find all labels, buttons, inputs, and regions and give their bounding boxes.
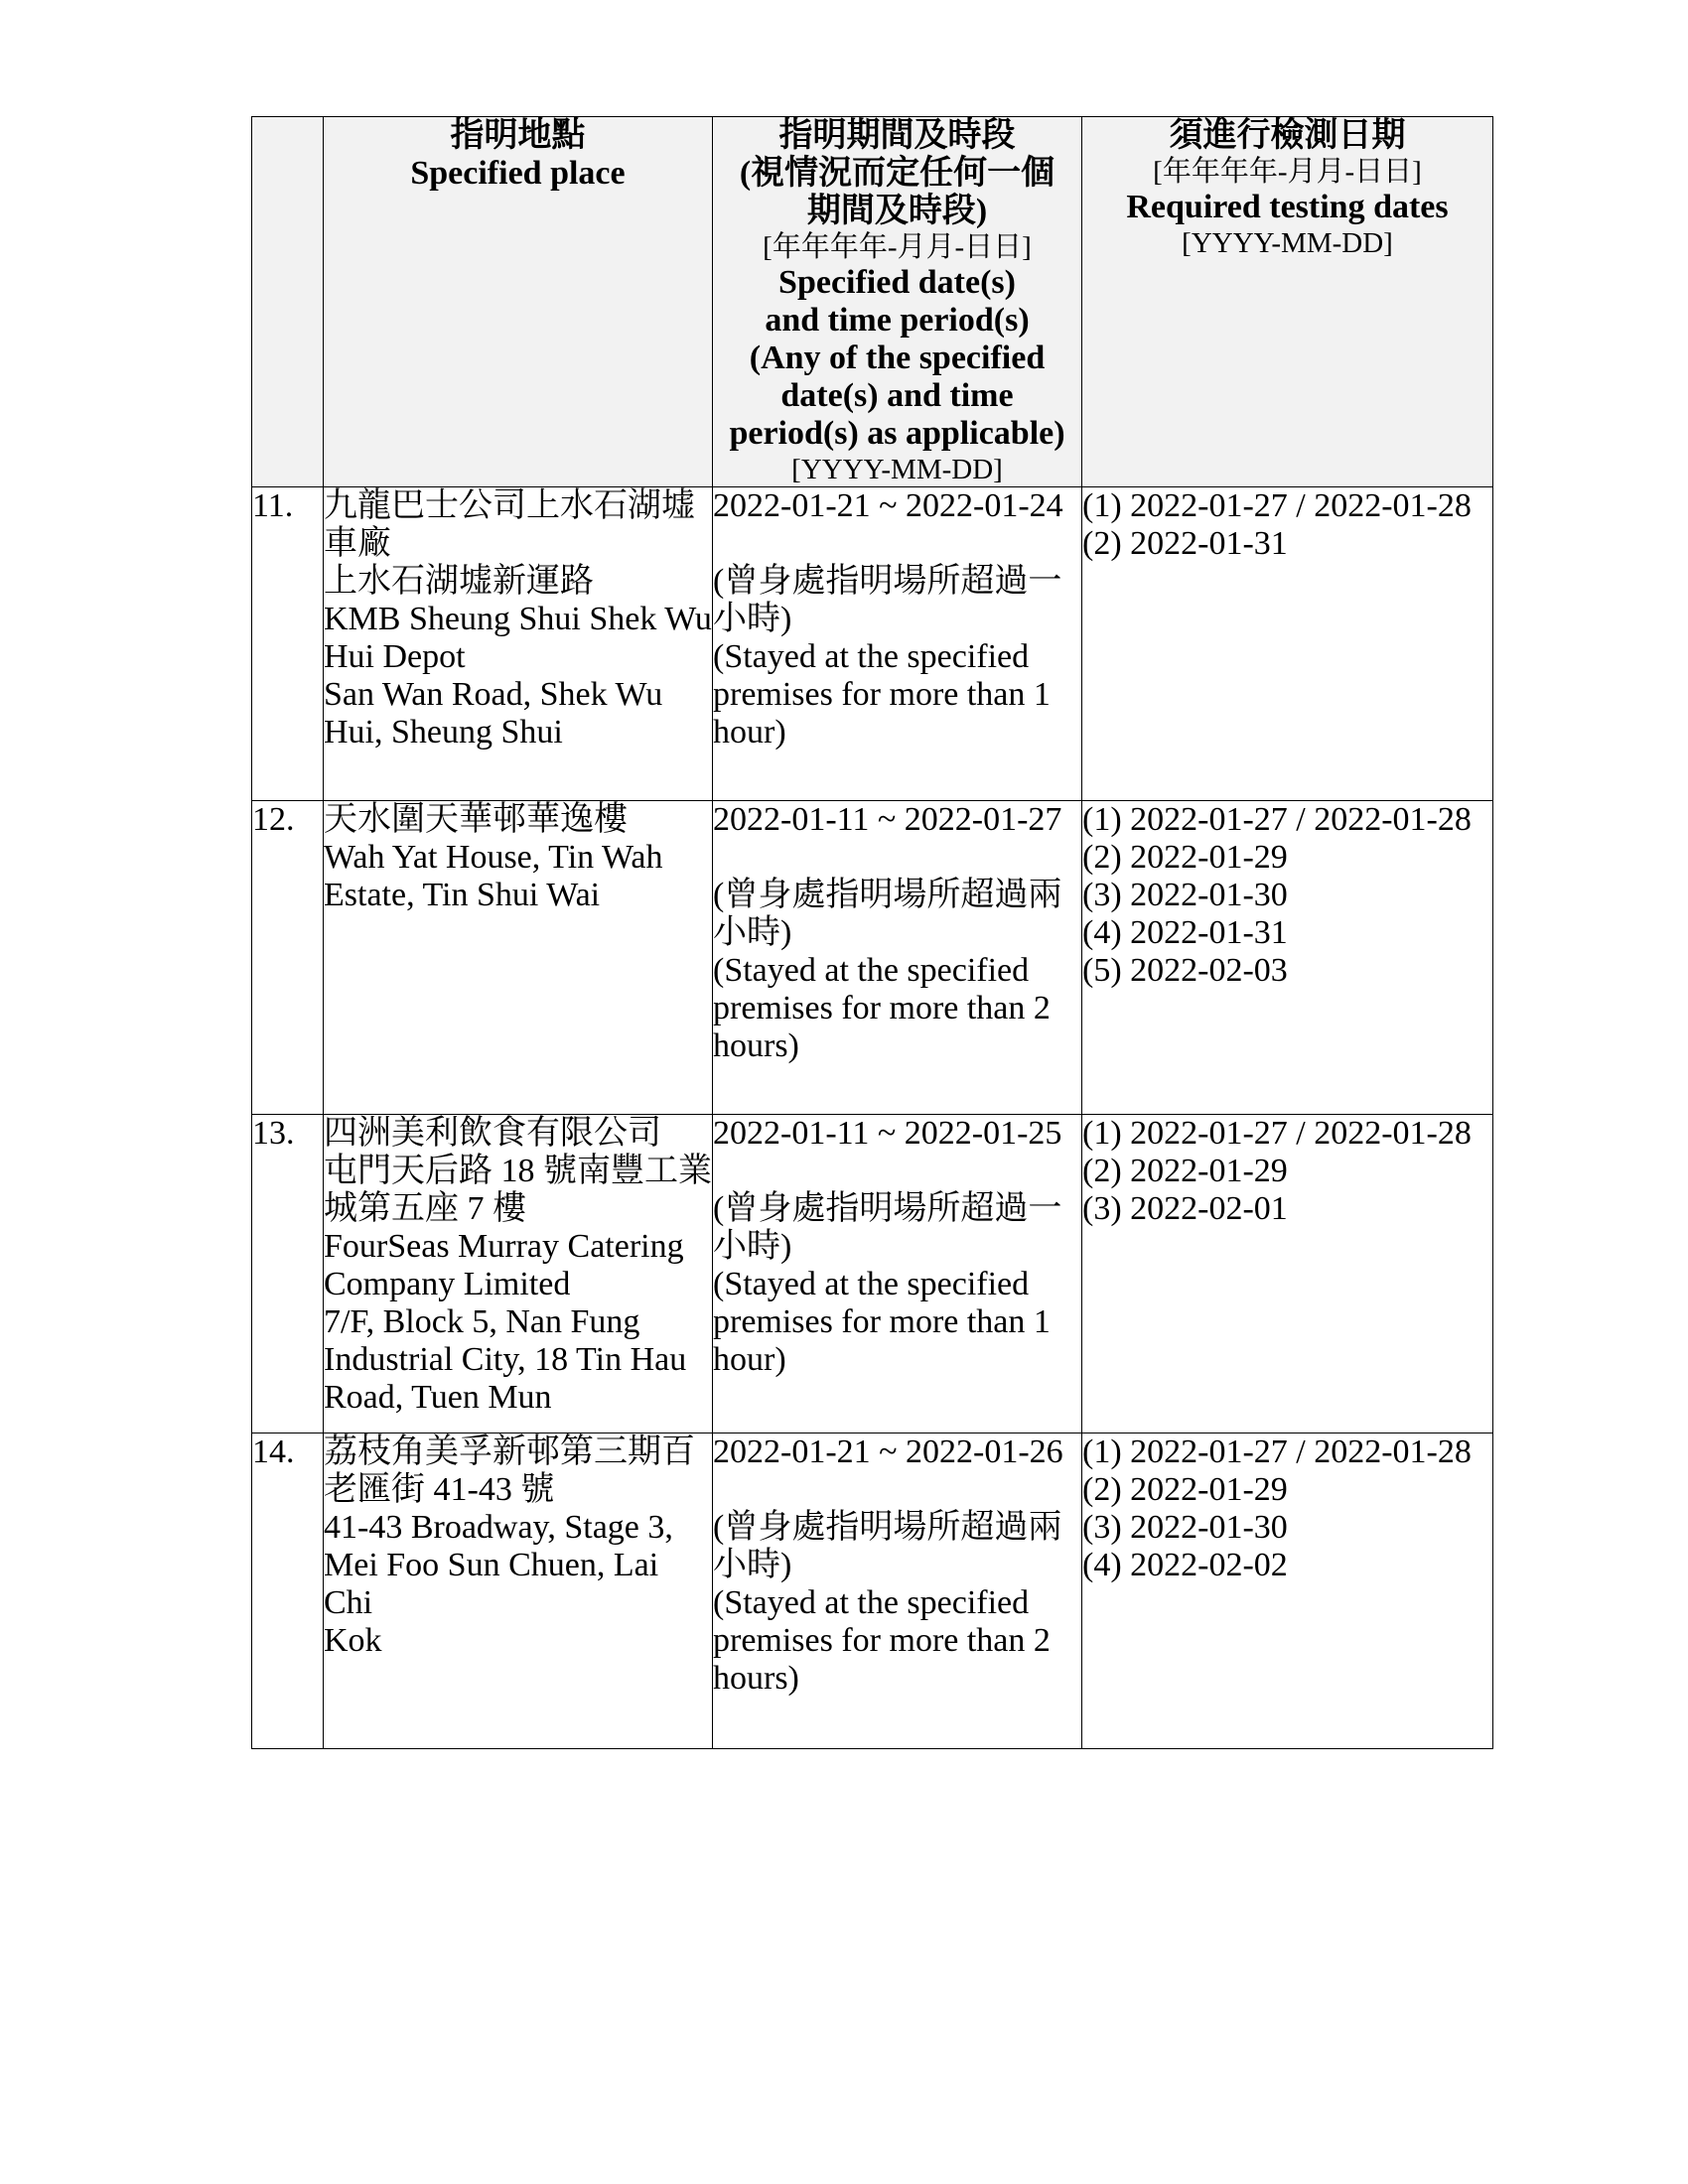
period-cell [713,1115,1082,1433]
period-range: 2022-01-11 ~ 2022-01-27 [713,801,1062,838]
testing-date: (1) 2022-01-27 / 2022-01-28 [1082,1115,1472,1152]
table-row [252,1115,1493,1433]
table-row [252,487,1493,801]
testing-date: (3) 2022-01-30 [1082,877,1288,913]
stay-en-line: hour) [713,1341,786,1378]
dates-cell [1082,801,1493,1115]
row-number: 14. [252,1433,324,1749]
place-cell [324,1115,713,1433]
testing-date: (4) 2022-02-02 [1082,1547,1288,1583]
period-range: 2022-01-21 ~ 2022-01-24 [713,487,1063,524]
stay-zh-line: 小時) [713,601,792,637]
specified-places-table [251,116,1493,1749]
place-zh-line: 天水圍天華邨華逸樓 [324,801,628,838]
place-en-line: San Wan Road, Shek Wu [324,676,663,713]
header-period-en-2: and time period(s) [765,302,1030,339]
place-en-line: Company Limited [324,1266,571,1302]
stay-en-line: (Stayed at the specified [713,638,1030,675]
place-zh-line: 上水石湖墟新運路 [324,563,594,600]
place-en-line: Road, Tuen Mun [324,1379,552,1416]
header-period-format-zh: [年年年年-月月-日日] [763,231,1032,263]
header-dates-en: Required testing dates [1126,189,1449,225]
testing-date: (2) 2022-01-29 [1082,839,1288,876]
header-dates-format-en: [YYYY-MM-DD] [1182,227,1393,259]
row-number: 11. [252,487,324,801]
stay-en-line: hour) [713,714,786,751]
place-en-line: 41-43 Broadway, Stage 3, [324,1509,673,1546]
testing-date: (1) 2022-01-27 / 2022-01-28 [1082,801,1472,838]
header-place-zh: 指明地點 [450,117,586,154]
place-en-line: KMB Sheung Shui Shek Wu [324,601,712,637]
row-number: 13. [252,1115,324,1433]
header-testing-dates [1082,117,1493,487]
testing-date: (2) 2022-01-31 [1082,525,1288,562]
place-zh-line: 老匯街 41-43 號 [324,1471,555,1508]
header-period-en-4: date(s) and time [780,377,1014,414]
testing-date: (2) 2022-01-29 [1082,1153,1288,1189]
header-dates-format-zh: [年年年年-月月-日日] [1153,156,1422,188]
place-zh-line: 荔枝角美孚新邨第三期百 [324,1433,695,1470]
testing-date: (1) 2022-01-27 / 2022-01-28 [1082,487,1472,524]
place-en-line: Mei Foo Sun Chuen, Lai Chi [324,1547,659,1621]
stay-zh-line: 小時) [713,1228,792,1265]
row-number: 12. [252,801,324,1115]
place-en-line: Hui, Sheung Shui [324,714,563,751]
header-period-format-en: [YYYY-MM-DD] [791,454,1003,485]
header-number [252,117,324,487]
dates-cell [1082,1433,1493,1749]
testing-date: (5) 2022-02-03 [1082,952,1288,989]
stay-en-line: hours) [713,1027,799,1064]
period-range: 2022-01-21 ~ 2022-01-26 [713,1433,1063,1470]
stay-zh-line: (曾身處指明場所超過兩 [713,1509,1062,1546]
header-specified-period [713,117,1082,487]
place-en-line: Wah Yat House, Tin Wah [324,839,663,876]
stay-en-line: premises for more than 2 [713,990,1051,1026]
stay-en-line: premises for more than 1 [713,676,1051,713]
stay-zh-line: (曾身處指明場所超過一 [713,563,1062,600]
place-zh-line: 車廠 [324,525,391,562]
stay-en-line: hours) [713,1660,799,1697]
stay-zh-line: (曾身處指明場所超過兩 [713,877,1062,913]
period-cell [713,487,1082,801]
place-cell [324,801,713,1115]
period-cell [713,1433,1082,1749]
header-period-en-5: period(s) as applicable) [729,415,1065,452]
table-header-row [252,117,1493,487]
place-cell [324,487,713,801]
header-specified-place [324,117,713,487]
table-row [252,1433,1493,1749]
place-en-line: 7/F, Block 5, Nan Fung [324,1303,640,1340]
header-period-zh-3: 期間及時段) [806,193,988,229]
header-dates-zh: 須進行檢測日期 [1169,117,1406,154]
header-period-zh-1: 指明期間及時段 [778,117,1016,154]
stay-en-line: (Stayed at the specified [713,1584,1030,1621]
testing-date: (4) 2022-01-31 [1082,914,1288,951]
table-row [252,801,1493,1115]
testing-date: (3) 2022-01-30 [1082,1509,1288,1546]
stay-zh-line: 小時) [713,914,792,951]
period-cell [713,801,1082,1115]
header-period-en-1: Specified date(s) [778,264,1016,301]
place-zh-line: 城第五座 7 樓 [324,1190,526,1227]
stay-en-line: premises for more than 1 [713,1303,1051,1340]
stay-zh-line: (曾身處指明場所超過一 [713,1190,1062,1227]
testing-date: (3) 2022-02-01 [1082,1190,1288,1227]
stay-en-line: premises for more than 2 [713,1622,1051,1659]
header-period-en-3: (Any of the specified [749,340,1046,376]
place-en-line: Hui Depot [324,638,466,675]
place-en-line: Estate, Tin Shui Wai [324,877,601,913]
stay-en-line: (Stayed at the specified [713,952,1030,989]
place-zh-line: 四洲美利飲食有限公司 [324,1115,661,1152]
place-en-line: Industrial City, 18 Tin Hau [324,1341,687,1378]
period-range: 2022-01-11 ~ 2022-01-25 [713,1115,1062,1152]
stay-en-line: (Stayed at the specified [713,1266,1030,1302]
testing-date: (2) 2022-01-29 [1082,1471,1288,1508]
place-cell [324,1433,713,1749]
header-period-zh-2: (視情況而定任何一個 [739,155,1055,192]
dates-cell [1082,487,1493,801]
place-en-line: Kok [324,1622,382,1659]
dates-cell [1082,1115,1493,1433]
header-place-en: Specified place [410,155,626,192]
place-zh-line: 九龍巴士公司上水石湖墟 [324,487,695,524]
place-en-line: FourSeas Murray Catering [324,1228,684,1265]
stay-zh-line: 小時) [713,1547,792,1583]
testing-date: (1) 2022-01-27 / 2022-01-28 [1082,1433,1472,1470]
place-zh-line: 屯門天后路 18 號南豐工業 [324,1153,712,1189]
